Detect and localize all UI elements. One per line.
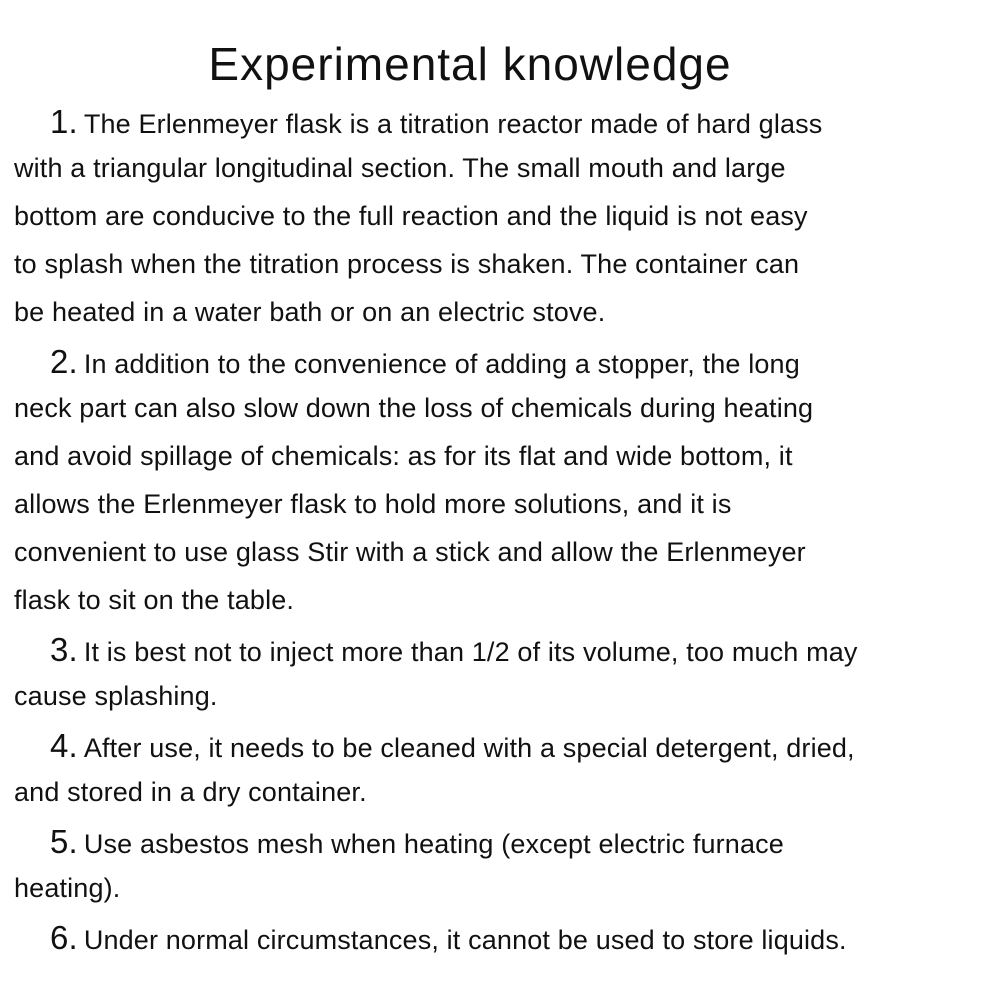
item-number: 5.	[50, 823, 78, 860]
item-text-line: bottom are conducive to the full reaction and the liquid is not easy	[14, 201, 808, 231]
list-item	[14, 820, 994, 912]
list-item	[14, 916, 994, 960]
item-text-line: convenient to use glass Stir with a stick and allow the Erlenmeyer	[14, 537, 806, 567]
item-number: 4.	[50, 727, 78, 764]
item-text-line: In addition to the convenience of adding a stopper, the long	[83, 349, 800, 379]
item-text-line: cause splashing.	[14, 681, 218, 711]
item-number: 3.	[50, 631, 78, 668]
item-first-line	[14, 340, 994, 384]
item-text-line: be heated in a water bath or on an electric stove.	[14, 297, 606, 327]
item-text-line: flask to sit on the table.	[14, 585, 295, 615]
item-text-line: neck part can also slow down the loss of chemicals during heating	[14, 393, 814, 423]
item-text-line: and avoid spillage of chemicals: as for its flat and wide bottom, it	[14, 441, 793, 471]
list-item	[14, 628, 994, 720]
item-first-line	[14, 916, 994, 960]
item-text-line: Use asbestos mesh when heating (except electric furnace	[83, 829, 784, 859]
item-first-line	[14, 724, 994, 768]
item-text-line: After use, it needs to be cleaned with a special detergent, dried,	[83, 733, 855, 763]
item-text-line: Under normal circumstances, it cannot be used to store liquids.	[83, 925, 847, 955]
item-first-line	[14, 820, 994, 864]
item-text-line: heating).	[14, 873, 121, 903]
item-text-line: and stored in a dry container.	[14, 777, 367, 807]
page-title: Experimental knowledge	[208, 38, 732, 90]
list-item	[14, 100, 994, 336]
list-item	[14, 724, 994, 816]
item-text-line: to splash when the titration process is shaken. The container can	[14, 249, 800, 279]
item-first-line	[14, 100, 994, 144]
item-number: 6.	[50, 919, 78, 956]
list-item	[14, 340, 994, 624]
item-number: 1.	[50, 103, 78, 140]
item-text-line: It is best not to inject more than 1/2 of its volume, too much may	[83, 637, 858, 667]
item-text-line: The Erlenmeyer flask is a titration reactor made of hard glass	[83, 109, 823, 139]
item-first-line	[14, 628, 994, 672]
item-number: 2.	[50, 343, 78, 380]
item-text-line: allows the Erlenmeyer flask to hold more solutions, and it is	[14, 489, 732, 519]
item-text-line: with a triangular longitudinal section. The small mouth and large	[14, 153, 786, 183]
